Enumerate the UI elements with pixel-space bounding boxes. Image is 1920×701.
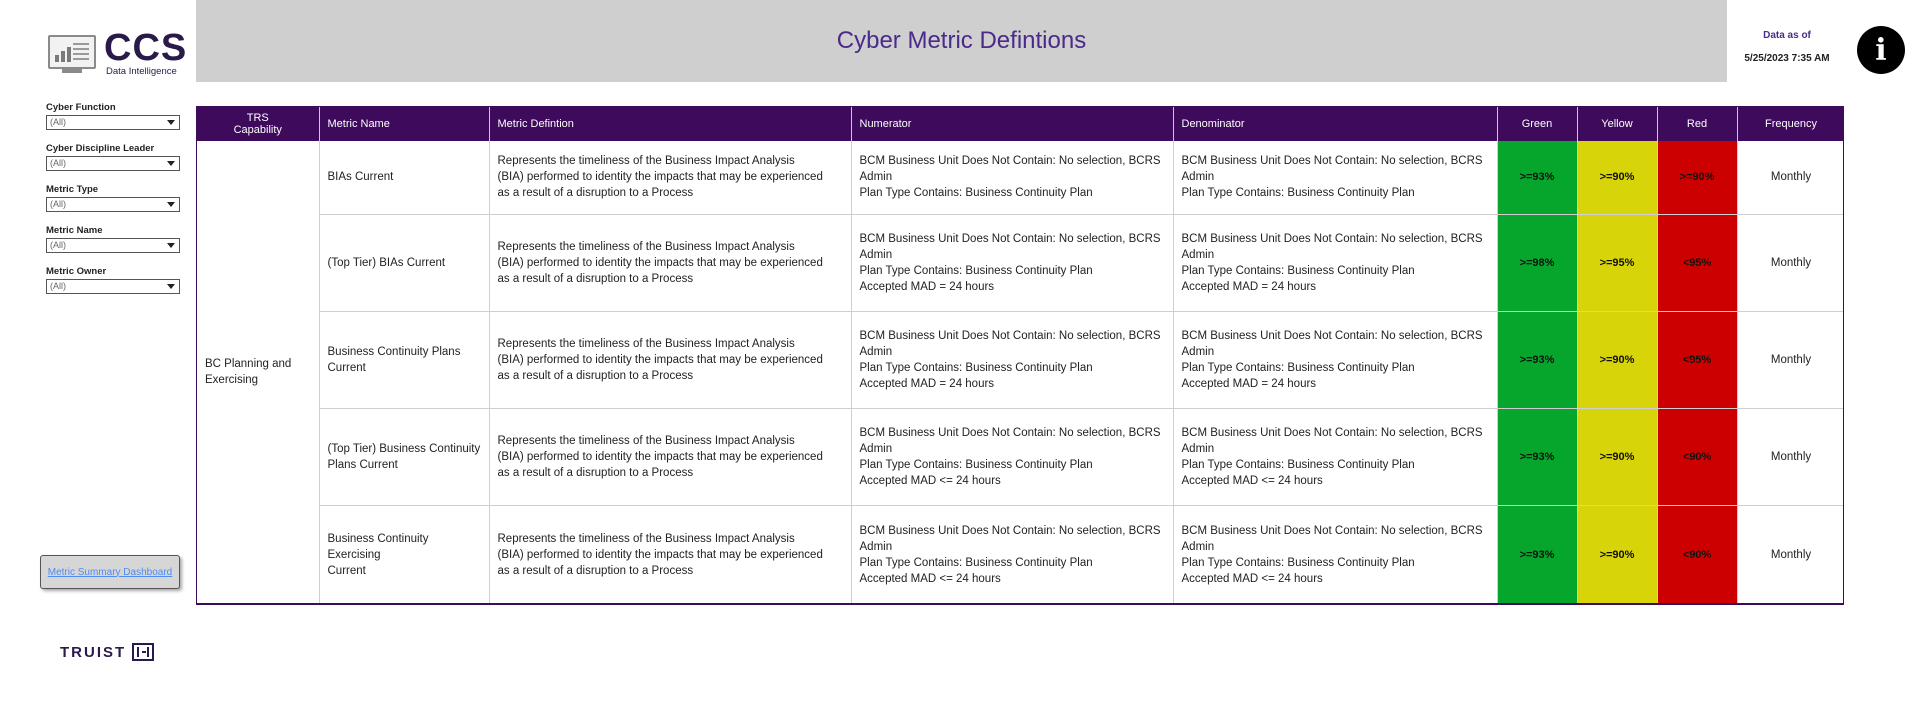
frequency-cell: Monthly [1737,214,1844,311]
green-threshold-cell: >=98% [1497,214,1577,311]
header-red: Red [1657,107,1737,141]
capability-cell: BC Planning and Exercising [197,141,319,604]
data-as-of-value: 5/25/2023 7:35 AM [1744,53,1830,64]
yellow-threshold-cell: >=90% [1577,311,1657,408]
frequency-cell: Monthly [1737,311,1844,408]
green-threshold-cell: >=93% [1497,311,1577,408]
cyber-discipline-leader-dropdown[interactable] [46,156,180,171]
denominator-cell: BCM Business Unit Does Not Contain: No selection, BCRS Admin Plan Type Contains: Business Continuity Plan Accepted MAD <= 24 hours [1173,408,1497,505]
denominator-cell: BCM Business Unit Does Not Contain: No selection, BCRS Admin Plan Type Contains: Business Continuity Plan Accepted MAD <= 24 hours [1173,505,1497,604]
page-title: Cyber Metric Defintions [836,27,1087,54]
dropdown-value: (All) [50,199,66,209]
header-frequency: Frequency [1737,107,1844,141]
metric-definitions-table [196,106,1844,605]
definition-cell: Represents the timeliness of the Business Impact Analysis (BIA) performed to identity the impacts that may be experienced as a result of a disruption to a Process [489,408,851,505]
info-icon[interactable]: i [1857,26,1905,74]
filter-cyber-discipline-leader [46,143,180,171]
truist-logo [60,643,154,661]
header-yellow: Yellow [1577,107,1657,141]
denominator-cell: BCM Business Unit Does Not Contain: No selection, BCRS Admin Plan Type Contains: Business Continuity Plan Accepted MAD = 24 hours [1173,311,1497,408]
dropdown-value: (All) [50,281,66,291]
chevron-down-icon [167,161,175,166]
frequency-cell: Monthly [1737,408,1844,505]
chevron-down-icon [167,202,175,207]
chevron-down-icon [167,120,175,125]
red-threshold-cell: <95% [1657,214,1737,311]
green-threshold-cell: >=93% [1497,505,1577,604]
numerator-cell: BCM Business Unit Does Not Contain: No selection, BCRS Admin Plan Type Contains: Business Continuity Plan Accepted MAD <= 24 hours [851,408,1173,505]
filter-label: Cyber Function [46,102,116,113]
dropdown-value: (All) [50,158,66,168]
red-threshold-cell: <90% [1657,505,1737,604]
green-threshold-cell: >=93% [1497,141,1577,214]
filter-metric-type [46,184,180,212]
red-threshold-cell: >=90% [1657,141,1737,214]
logo-text: CCS [104,27,188,69]
header-denominator: Denominator [1173,107,1497,141]
table-row [197,505,1844,604]
numerator-cell: BCM Business Unit Does Not Contain: No selection, BCRS Admin Plan Type Contains: Business Continuity Plan Accepted MAD <= 24 hours [851,505,1173,604]
metric-summary-dashboard-button[interactable]: Metric Summary Dashboard [40,555,180,589]
frequency-cell: Monthly [1737,505,1844,604]
numerator-cell: BCM Business Unit Does Not Contain: No selection, BCRS Admin Plan Type Contains: Business Continuity Plan [851,141,1173,214]
chevron-down-icon [167,284,175,289]
table-row [197,311,1844,408]
truist-mark-icon [132,643,154,661]
definition-cell: Represents the timeliness of the Business Impact Analysis (BIA) performed to identity the impacts that may be experienced as a result of a disruption to a Process [489,505,851,604]
metric-name-cell: BIAs Current [319,141,489,214]
metric-name-cell: Business Continuity Plans Current [319,311,489,408]
numerator-cell: BCM Business Unit Does Not Contain: No selection, BCRS Admin Plan Type Contains: Business Continuity Plan Accepted MAD = 24 hours [851,311,1173,408]
denominator-cell: BCM Business Unit Does Not Contain: No selection, BCRS Admin Plan Type Contains: Business Continuity Plan [1173,141,1497,214]
table-header-row [197,107,1844,141]
metric-name-cell: Business Continuity Exercising Current [319,505,489,604]
filter-label: Cyber Discipline Leader [46,143,155,154]
filter-label: Metric Name [46,225,103,236]
yellow-threshold-cell: >=95% [1577,214,1657,311]
yellow-threshold-cell: >=90% [1577,141,1657,214]
metric-name-cell: (Top Tier) BIAs Current [319,214,489,311]
definition-cell: Represents the timeliness of the Business Impact Analysis (BIA) performed to identity the impacts that may be experienced as a result of a disruption to a Process [489,311,851,408]
dropdown-value: (All) [50,117,66,127]
metric-type-dropdown[interactable] [46,197,180,212]
header-metric-name: Metric Name [319,107,489,141]
metric-owner-dropdown[interactable] [46,279,180,294]
definition-cell: Represents the timeliness of the Business Impact Analysis (BIA) performed to identity the impacts that may be experienced as a result of a disruption to a Process [489,214,851,311]
filter-label: Metric Owner [46,266,107,277]
cyber-function-dropdown[interactable] [46,115,180,130]
red-threshold-cell: <90% [1657,408,1737,505]
filter-label: Metric Type [46,184,99,195]
header-capability: TRS Capability [197,107,319,141]
filter-metric-owner [46,266,180,294]
table-row [197,141,1844,214]
header-metric-definition: Metric Defintion [489,107,851,141]
filter-metric-name [46,225,180,253]
green-threshold-cell: >=93% [1497,408,1577,505]
truist-brand-text: TRUIST [60,643,127,661]
red-threshold-cell: <95% [1657,311,1737,408]
dropdown-value: (All) [50,240,66,250]
chevron-down-icon [167,243,175,248]
filter-panel [46,102,180,307]
yellow-threshold-cell: >=90% [1577,505,1657,604]
filter-cyber-function [46,102,180,130]
metric-name-dropdown[interactable] [46,238,180,253]
definition-cell: Represents the timeliness of the Business Impact Analysis (BIA) performed to identity the impacts that may be experienced as a result of a disruption to a Process [489,141,851,214]
header-numerator: Numerator [851,107,1173,141]
logo-subtitle: Data Intelligence [106,66,177,77]
yellow-threshold-cell: >=90% [1577,408,1657,505]
table-row [197,408,1844,505]
denominator-cell: BCM Business Unit Does Not Contain: No selection, BCRS Admin Plan Type Contains: Business Continuity Plan Accepted MAD = 24 hours [1173,214,1497,311]
ccs-logo [48,27,188,80]
title-bar [196,0,1727,82]
frequency-cell: Monthly [1737,141,1844,214]
monitor-chart-icon [48,35,96,69]
header-green: Green [1497,107,1577,141]
metric-name-cell: (Top Tier) Business Continuity Plans Current [319,408,489,505]
data-as-of [1727,30,1847,64]
numerator-cell: BCM Business Unit Does Not Contain: No selection, BCRS Admin Plan Type Contains: Business Continuity Plan Accepted MAD = 24 hours [851,214,1173,311]
table-row [197,214,1844,311]
data-as-of-label: Data as of [1763,30,1811,41]
